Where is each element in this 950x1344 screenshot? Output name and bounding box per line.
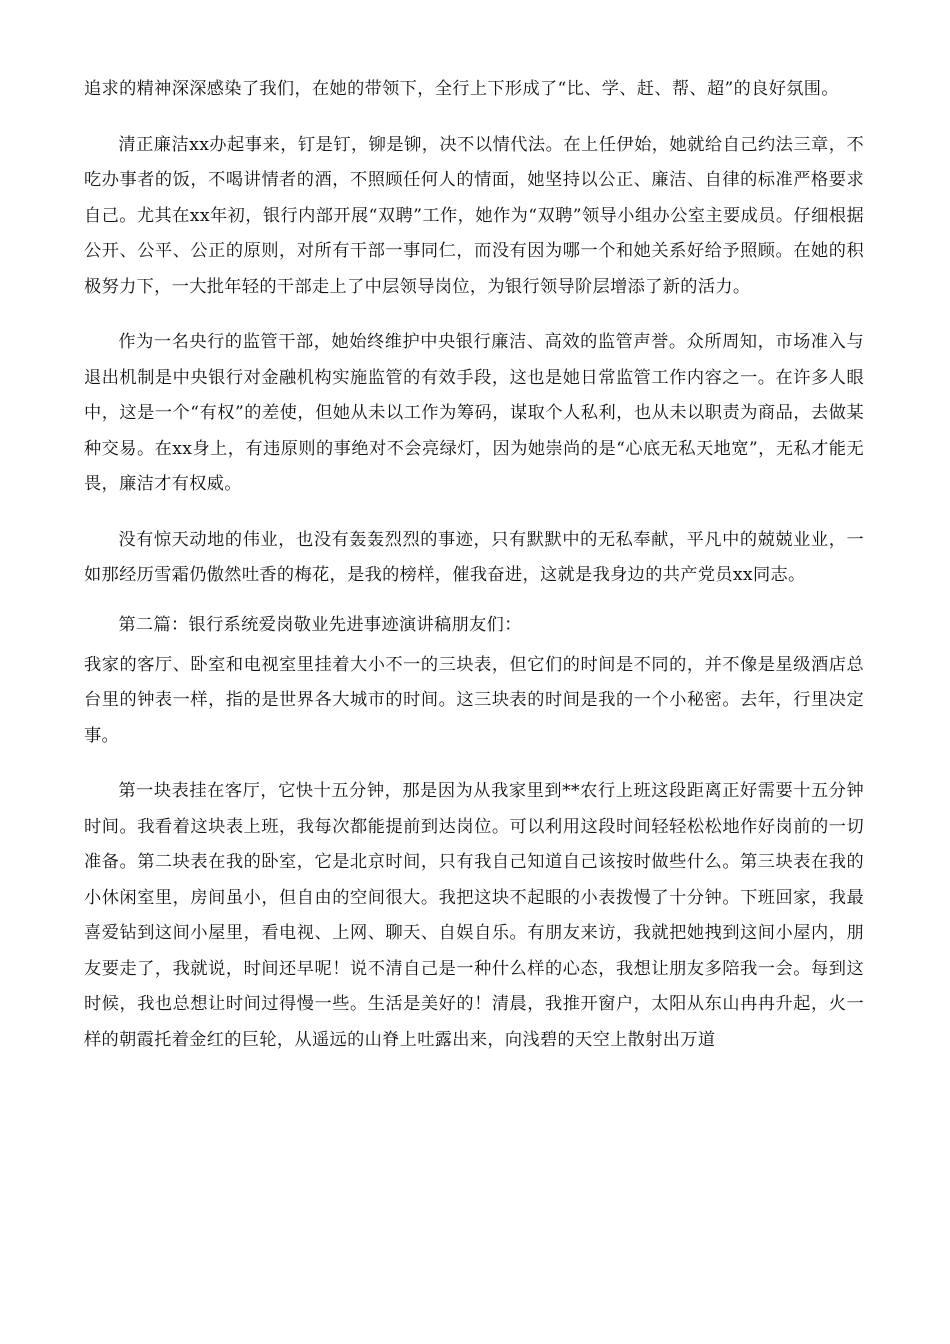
paragraph-2: 清正廉洁xx办起事来，钉是钉，铆是铆，决不以情代法。在上任伊始，她就给自己约法三章，不吃办事者的饭，不喝讲情者的酒，不照顾任何人的情面，她坚持以公正、廉洁、自律的标准严格要求自己。尤其在xx年初，银行内部开展“双聘”工作，她作为“双聘”领导小组办公室主要成员。仔细根据公开、公平、公正的原则，对所有干部一事同仁，而没有因为哪一个和她关系好给予照顾。在她的积极努力下，一大批年轻的干部走上了中层领导岗位，为银行领导阶层增添了新的活力。 (84, 134, 864, 297)
paragraph-6: 第一块表挂在客厅，它快十五分钟，那是因为从我家里到**农行上班这段距离正好需要十五分钟时间。我看着这块表上班，我每次都能提前到达岗位。可以利用这段时间轻轻松松地作好岗前的一切准备。第二块表在我的卧室，它是北京时间，只有我自己知道自己该按时做些什么。第三块表在我的小休闲室里，房间虽小，但自由的空间很大。我把这块不起眼的小表拨慢了十分钟。下班回家，我最喜爱钻到这间小屋里，看电视、上网、聊天、自娱自乐。有朋友来访，我就把她拽到这间小屋内，朋友要走了，我就说，时间还早呢！说不清自己是一种什么样的心态，我想让朋友多陪我一会。每到这时候，我也总想让时间过得慢一些。生活是美好的！清晨，我推开窗户，太阳从东山冉冉升起，火一样的朝霞托着金红的巨轮，从遥远的山脊上吐露出来，向浅碧的天空上散射出万道 (84, 781, 864, 1050)
paragraph-3: 作为一名央行的监管干部，她始终维护中央银行廉洁、高效的监管声誉。众所周知，市场准入与退出机制是中央银行对金融机构实施监管的有效手段，这也是她日常监管工作内容之一。在许多人眼中，这是一个“有权”的差使，但她从未以工作为筹码，谋取个人私利，也从未以职责为商品，去做某种交易。在xx身上，有违原则的事绝对不会亮绿灯，因为她崇尚的是“心底无私天地宽”，无私才能无畏，廉洁才有权威。 (84, 332, 864, 494)
paragraph-1: 追求的精神深深感染了我们，在她的带领下，全行上下形成了“比、学、赶、帮、超”的良好氛围。 (84, 79, 839, 99)
section-heading: 第二篇：银行系统爱岗敬业先进事迹演讲稿朋友们： (118, 614, 522, 635)
paragraph-4: 没有惊天动地的伟业，也没有轰轰烈烈的事迹，只有默默中的无私奉献，平凡中的兢兢业业，一如那经历雪霜仍傲然吐香的梅花，是我的榜样，催我奋进，这就是我身边的共产党员xx同志。 (84, 529, 864, 585)
document-page (84, 72, 864, 1058)
paragraph-5: 我家的客厅、卧室和电视室里挂着大小不一的三块表，但它们的时间是不同的，并不像是星级酒店总台里的钟表一样，指的是世界各大城市的时间。这三块表的时间是我的一个小秘密。去年，行里决定事。 (84, 654, 864, 746)
